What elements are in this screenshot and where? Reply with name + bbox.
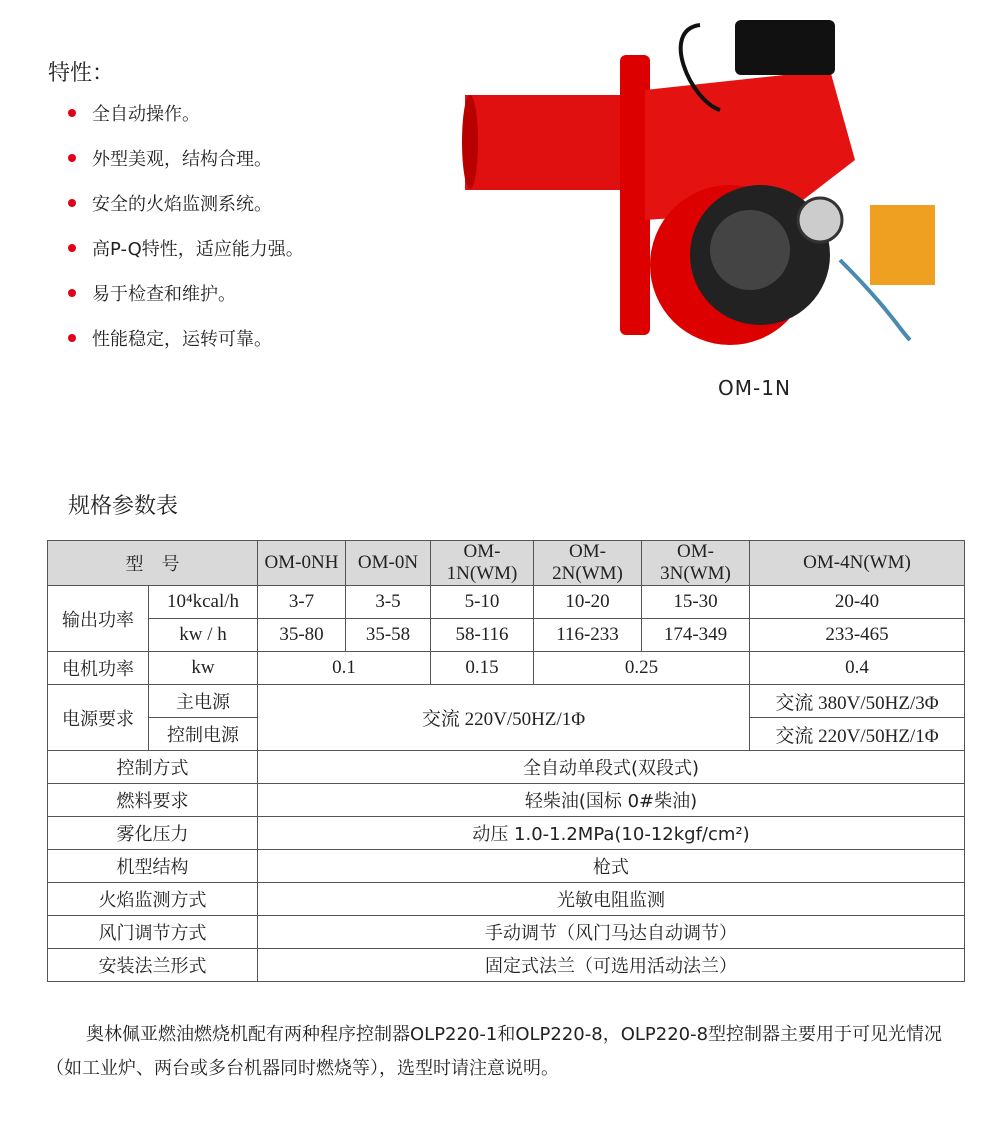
table-row (48, 883, 965, 916)
feature-text: 易于检查和维护。 (92, 284, 236, 305)
row-label: 机型结构 (48, 850, 258, 883)
model-cell: OM-0NH (258, 541, 346, 586)
value-cell: 枪式 (258, 850, 965, 883)
table-header-row (48, 541, 965, 586)
value-cell: 交流 220V/50HZ/1Φ (258, 685, 750, 751)
bullet-icon (68, 244, 76, 252)
feature-text: 外型美观，结构合理。 (92, 149, 272, 170)
table-row (48, 949, 965, 982)
note-paragraph: 奥林佩亚燃油燃烧机配有两种程序控制器OLP220-1和OLP220-8，OLP220-8型控制器主要用于可见光情况（如工业炉、两台或多台机器同时燃烧等），选型时请注意说明。 (46, 1024, 943, 1079)
bullet-icon (68, 199, 76, 207)
row-label: 燃料要求 (48, 784, 258, 817)
model-cell: OM-0N (346, 541, 431, 586)
feature-item (68, 145, 272, 171)
value-cell: 0.25 (534, 652, 750, 685)
feature-text: 高P-Q特性，适应能力强。 (92, 239, 304, 260)
model-cell: OM-3N(WM) (642, 541, 750, 586)
value-cell: 交流 380V/50HZ/3Φ (750, 685, 965, 718)
value-cell: 15-30 (642, 586, 750, 619)
table-row (48, 652, 965, 685)
feature-item (68, 280, 236, 306)
product-caption: OM-1N (718, 376, 791, 400)
value-cell: 35-80 (258, 619, 346, 652)
table-row (48, 817, 965, 850)
value-cell: 0.4 (750, 652, 965, 685)
value-cell: 固定式法兰（可选用活动法兰） (258, 949, 965, 982)
unit-cell: kw / h (149, 619, 258, 652)
table-row (48, 916, 965, 949)
table-row (48, 685, 965, 718)
value-cell: 174-349 (642, 619, 750, 652)
value-cell: 10-20 (534, 586, 642, 619)
value-cell: 233-465 (750, 619, 965, 652)
spec-title: 规格参数表 (68, 494, 179, 519)
value-cell: 手动调节（风门马达自动调节） (258, 916, 965, 949)
model-label: 型 号 (48, 541, 258, 586)
row-label: 雾化压力 (48, 817, 258, 850)
table-row (48, 751, 965, 784)
features-title: 特性： (48, 61, 115, 86)
value-cell: 20-40 (750, 586, 965, 619)
feature-item (68, 190, 272, 216)
model-cell: OM-2N(WM) (534, 541, 642, 586)
table-row (48, 619, 965, 652)
feature-item (68, 235, 304, 261)
bullet-icon (68, 109, 76, 117)
table-row (48, 586, 965, 619)
value-cell: 动压 1.0-1.2MPa(10-12kgf/cm²) (258, 817, 965, 850)
row-label: 火焰监测方式 (48, 883, 258, 916)
row-label: 控制方式 (48, 751, 258, 784)
value-cell: 0.1 (258, 652, 431, 685)
row-label: 输出功率 (48, 586, 149, 652)
feature-text: 安全的火焰监测系统。 (92, 194, 272, 215)
row-label: 风门调节方式 (48, 916, 258, 949)
unit-cell: kw (149, 652, 258, 685)
unit-cell: 10⁴kcal/h (149, 586, 258, 619)
table-row (48, 784, 965, 817)
value-cell: 3-7 (258, 586, 346, 619)
value-cell: 光敏电阻监测 (258, 883, 965, 916)
feature-item (68, 100, 200, 126)
row-label: 安装法兰形式 (48, 949, 258, 982)
value-cell: 5-10 (431, 586, 534, 619)
bullet-icon (68, 289, 76, 297)
value-cell: 轻柴油(国标 0#柴油) (258, 784, 965, 817)
burner-product-image (460, 10, 950, 360)
value-cell: 交流 220V/50HZ/1Φ (750, 718, 965, 751)
feature-item (68, 325, 272, 351)
feature-text: 性能稳定，运转可靠。 (92, 329, 272, 350)
row-label: 电源要求 (48, 685, 149, 751)
value-cell: 3-5 (346, 586, 431, 619)
bullet-icon (68, 154, 76, 162)
value-cell: 全自动单段式(双段式) (258, 751, 965, 784)
value-cell: 0.15 (431, 652, 534, 685)
row-label: 电机功率 (48, 652, 149, 685)
value-cell: 58-116 (431, 619, 534, 652)
value-cell: 35-58 (346, 619, 431, 652)
bullet-icon (68, 334, 76, 342)
unit-cell: 主电源 (149, 685, 258, 718)
model-cell: OM-4N(WM) (750, 541, 965, 586)
value-cell: 116-233 (534, 619, 642, 652)
model-cell: OM-1N(WM) (431, 541, 534, 586)
unit-cell: 控制电源 (149, 718, 258, 751)
table-row (48, 850, 965, 883)
feature-text: 全自动操作。 (92, 104, 200, 125)
spec-table (47, 540, 965, 982)
